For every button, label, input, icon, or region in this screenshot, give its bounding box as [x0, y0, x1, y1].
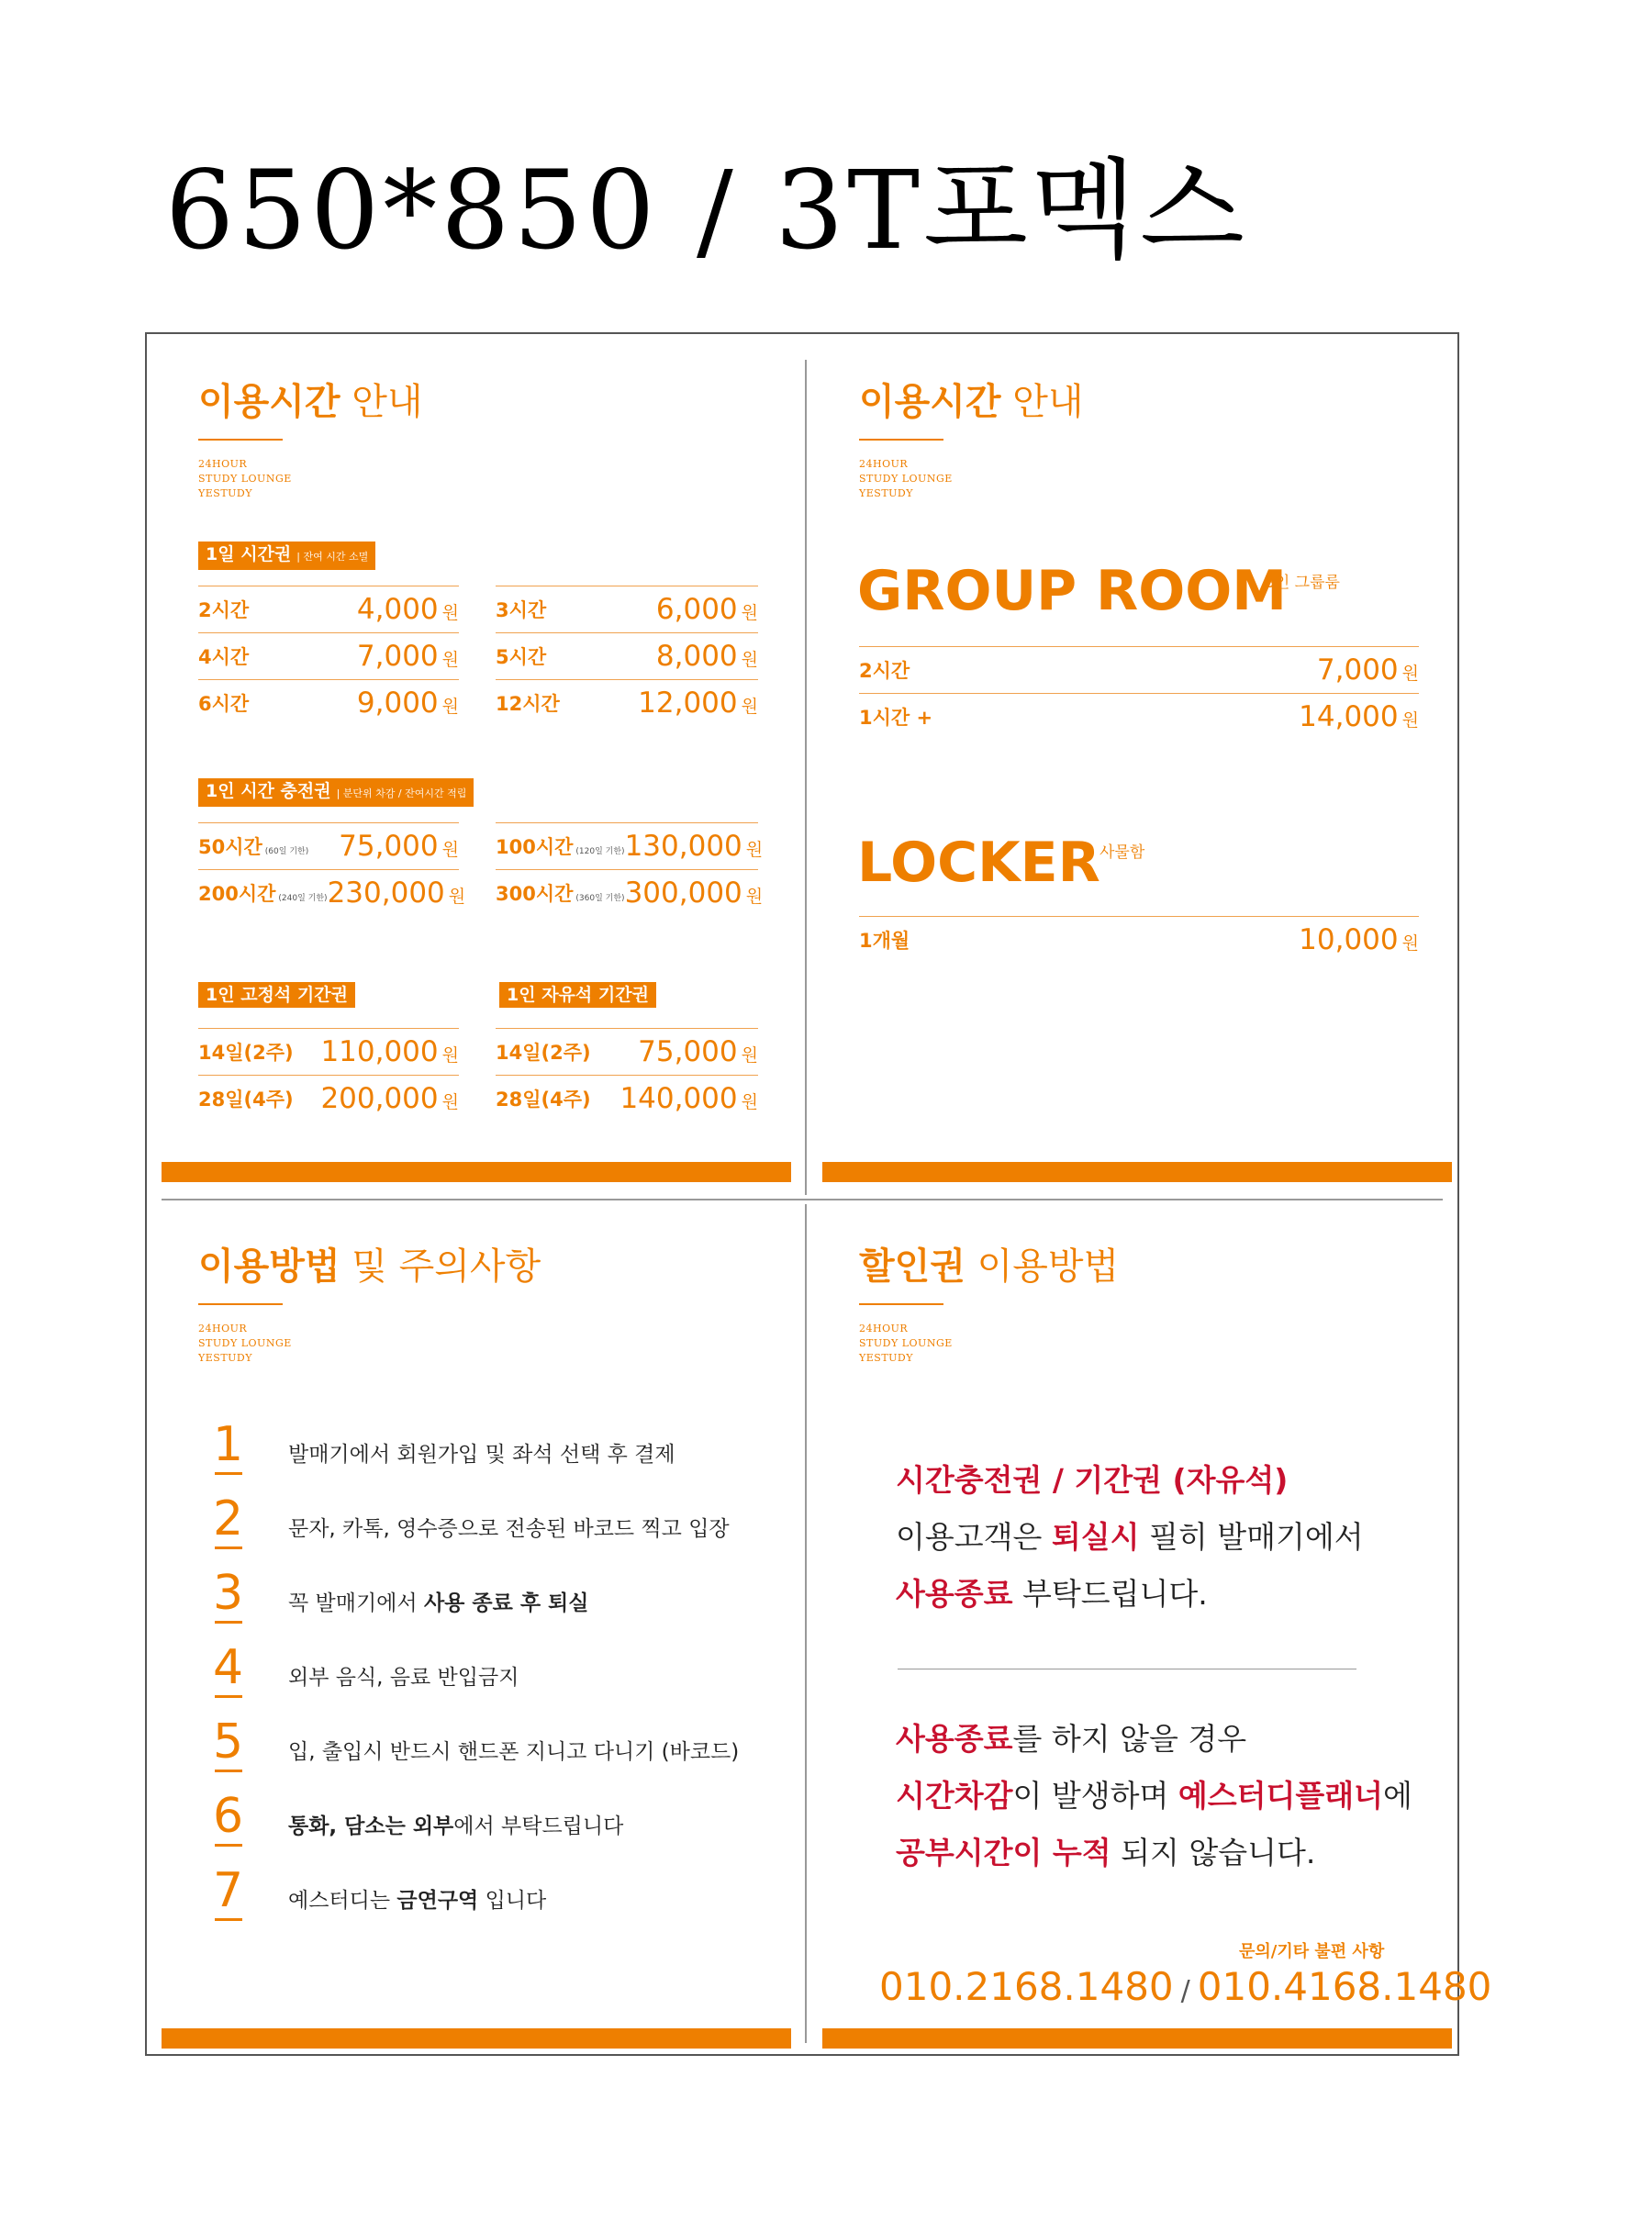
price-row: 28일(4주) 140,000 원: [496, 1075, 758, 1122]
step-text: 통화, 담소는 외부에서 부탁드립니다: [288, 1814, 624, 1838]
price-row: 300시간 (360일 기한) 300,000 원: [496, 869, 758, 916]
panel-subtitle: 24HOUR STUDY LOUNGE YESTUDY: [859, 458, 953, 499]
locker-heading: LOCKER: [857, 831, 1100, 895]
title-underline: [859, 1303, 943, 1305]
panel-subtitle: 24HOUR STUDY LOUNGE YESTUDY: [198, 458, 292, 499]
step-number: 6: [213, 1789, 244, 1844]
price-row: 14일(2주) 75,000 원: [496, 1028, 758, 1075]
step-number-underline: [215, 1621, 242, 1624]
notice-line: 사용종료 부탁드립니다.: [896, 1576, 1208, 1612]
step-text: 예스터디는 금연구역 입니다: [288, 1889, 547, 1913]
step-text: 발매기에서 회원가입 및 좌석 선택 후 결제: [288, 1443, 675, 1467]
step-number: 4: [213, 1640, 244, 1695]
price-row: 12시간 12,000 원: [496, 679, 758, 726]
section-label-free-seat: 1인 자유석 기간권: [499, 982, 656, 1008]
step-number-underline: [215, 1770, 242, 1772]
price-row: 6시간 9,000 원: [198, 679, 459, 726]
price-table-free-seat: [496, 1028, 758, 1122]
panel1-title: 이용시간 안내: [198, 381, 423, 423]
price-row: 28일(4주) 200,000 원: [198, 1075, 459, 1122]
panel2-title: 이용시간 안내: [859, 381, 1084, 423]
price-row: 5시간 8,000 원: [496, 632, 758, 679]
accent-bar: [822, 2028, 1452, 2049]
price-row: 3시간 6,000 원: [496, 586, 758, 632]
horizontal-divider: [162, 1199, 1443, 1200]
price-row: 100시간 (120일 기한) 130,000 원: [496, 822, 758, 869]
price-row: 1시간 + 14,000 원: [859, 693, 1419, 740]
step-text: 꼭 발매기에서 사용 종료 후 퇴실: [288, 1591, 589, 1615]
step-number-underline: [215, 1472, 242, 1475]
step-number-underline: [215, 1546, 242, 1549]
step-text: 문자, 카톡, 영수증으로 전송된 바코드 찍고 입장: [288, 1517, 730, 1541]
price-row: 14일(2주) 110,000 원: [198, 1028, 459, 1075]
section-label-day-pass: 1일 시간권 | 잔여 시간 소멸: [198, 542, 375, 570]
price-row: 2시간 7,000 원: [859, 646, 1419, 693]
accent-bar: [162, 1162, 791, 1182]
section-label-charge-pass: 1인 시간 충전권 | 분단위 차감 / 잔여시간 적립: [198, 778, 474, 807]
page-title: 650*850 / 3T포멕스: [165, 147, 1248, 274]
step-text: 입, 출입시 반드시 핸드폰 지니고 다니기 (바코드): [288, 1740, 740, 1764]
price-row: 1개월 10,000 원: [859, 916, 1419, 963]
section-label-fixed-seat: 1인 고정석 기간권: [198, 982, 355, 1008]
step-number-underline: [215, 1695, 242, 1698]
usage-step: [213, 1566, 800, 1634]
price-row: 2시간 4,000 원: [198, 586, 459, 632]
usage-step: [213, 1789, 800, 1857]
vertical-divider: [805, 360, 807, 1195]
phone-number-2[interactable]: 010.4168.1480: [1197, 1964, 1492, 2009]
notice-line: 시간차감이 발생하며 예스터디플래너에: [896, 1778, 1412, 1814]
price-row: 4시간 7,000 원: [198, 632, 459, 679]
usage-step: [213, 1417, 800, 1485]
usage-step: [213, 1863, 800, 1931]
price-table-charge-left: [198, 822, 466, 916]
price-table-day-left: [198, 586, 459, 726]
vertical-divider: [805, 1204, 807, 2043]
price-table-charge-right: [496, 822, 764, 916]
group-room-note: 8인 그룹룸: [1265, 574, 1340, 592]
notice-line: 시간충전권 / 기간권 (자유석): [896, 1462, 1289, 1498]
group-room-heading: GROUP ROOM: [857, 559, 1287, 623]
usage-step: [213, 1640, 800, 1708]
price-row: 50시간 (60일 기한) 75,000 원: [198, 822, 459, 869]
price-table-fixed-seat: [198, 1028, 459, 1122]
step-number-underline: [215, 1918, 242, 1921]
step-text: 외부 음식, 음료 반입금지: [288, 1666, 519, 1690]
accent-bar: [822, 1162, 1452, 1182]
notice-line: 이용고객은 퇴실시 필히 발매기에서: [896, 1519, 1364, 1555]
panel3-title: 이용방법 및 주의사항: [198, 1245, 541, 1288]
step-number: 1: [213, 1417, 244, 1472]
usage-step: [213, 1491, 800, 1559]
price-row: 200시간 (240일 기한) 230,000 원: [198, 869, 459, 916]
notice-line: 공부시간이 누적 되지 않습니다.: [896, 1835, 1316, 1870]
title-underline: [198, 1303, 283, 1305]
locker-note: 사물함: [1099, 843, 1145, 862]
step-number: 2: [213, 1491, 244, 1546]
usage-step: [213, 1714, 800, 1782]
accent-bar: [162, 2028, 791, 2049]
price-table-locker: [859, 916, 1419, 963]
notice-line: 사용종료를 하지 않을 경우: [896, 1721, 1247, 1757]
panel-subtitle: 24HOUR STUDY LOUNGE YESTUDY: [859, 1323, 953, 1364]
phone-number-1[interactable]: 010.2168.1480: [879, 1964, 1174, 2009]
price-table-group-room: [859, 646, 1419, 740]
step-number: 5: [213, 1714, 244, 1770]
step-number: 7: [213, 1863, 244, 1918]
panel4-title: 할인권 이용방법: [859, 1245, 1120, 1288]
contact-phones: 010.2168.1480 / 010.4168.1480: [879, 1964, 1492, 2009]
step-number: 3: [213, 1566, 244, 1621]
panel-subtitle: 24HOUR STUDY LOUNGE YESTUDY: [198, 1323, 292, 1364]
contact-label: 문의/기타 불편 사항: [1239, 1942, 1385, 1961]
title-underline: [198, 439, 283, 441]
price-table-day-right: [496, 586, 758, 726]
step-number-underline: [215, 1844, 242, 1847]
title-underline: [859, 439, 943, 441]
